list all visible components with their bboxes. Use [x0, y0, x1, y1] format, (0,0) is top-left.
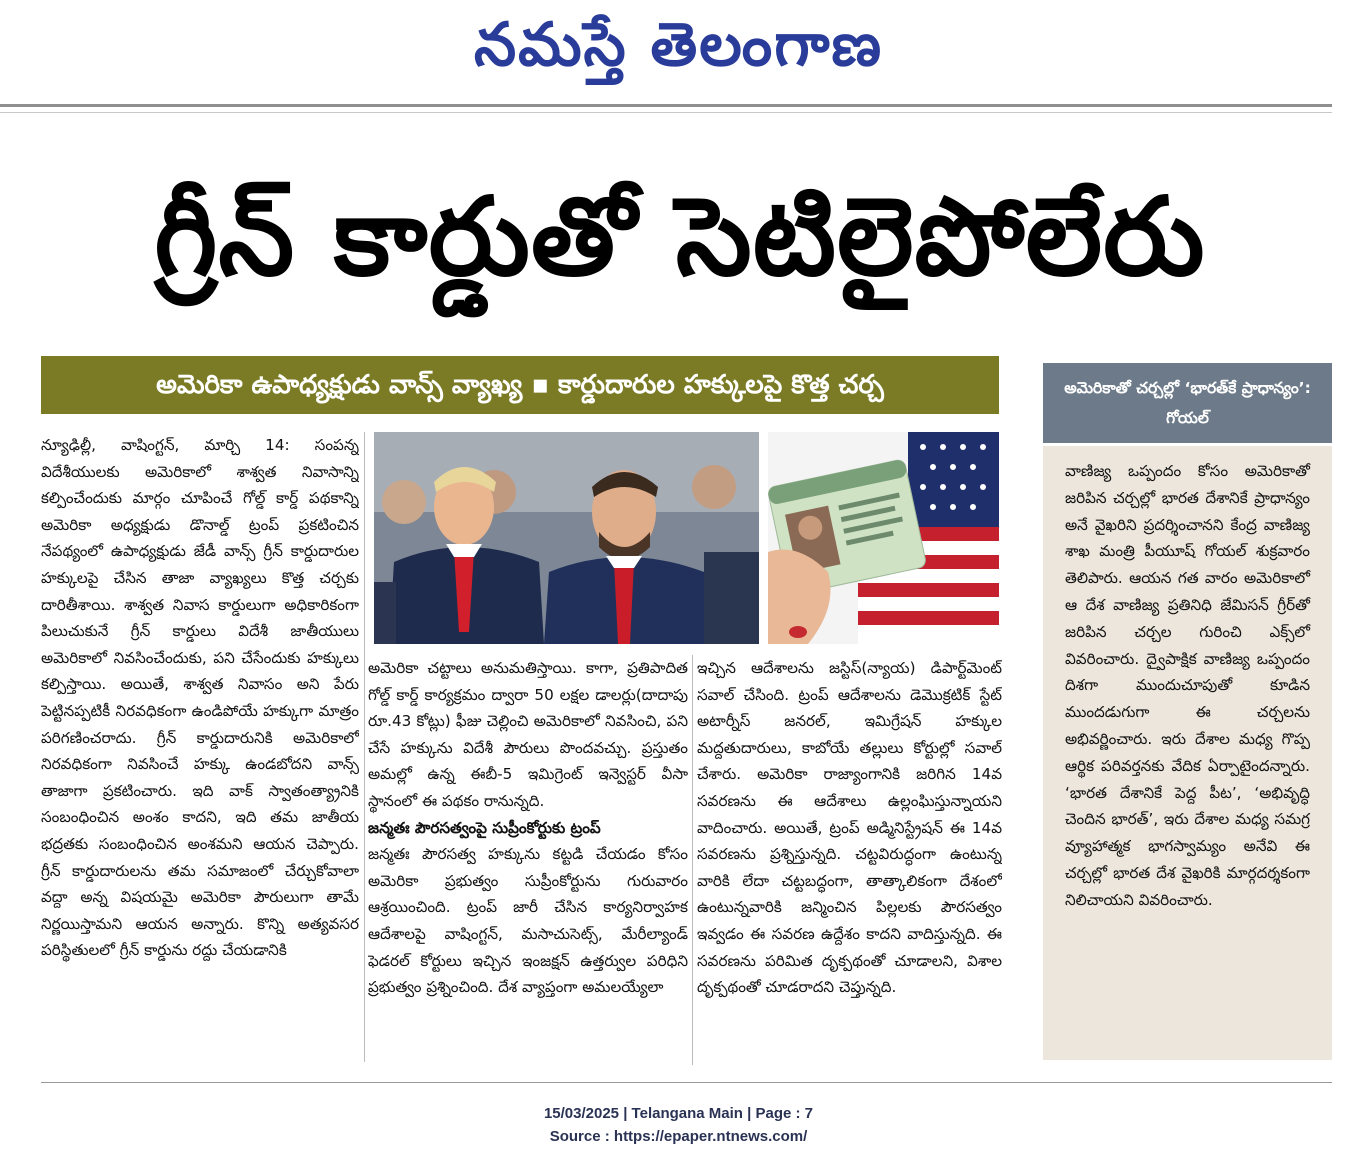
subheadline-band: అమెరికా ఉపాధ్యక్షుడు వాన్స్ వ్యాఖ్య ▪ కార్డుదారుల హక్కులపై కొత్త చర్చ: [41, 356, 999, 414]
masthead-logo: నమస్తే తెలంగాణ: [473, 10, 884, 80]
masthead-rule-thin: [0, 112, 1332, 113]
column-2-paragraph-2: జన్మతః పౌరసత్వ హక్కును కట్టడి చేయడం కోసం అమెరికా ప్రభుత్వం సుప్రీంకోర్టును గురువారం ఆశ్రయించింది. ట్రంప్ జారీ చేసిన కార్యనిర్వాహక ఆదేశాలపై వాషింగ్టన్, మసాచుసెట్స్, మేరీల్యాండ్ ఫెడరల్ కోర్టులు ఇచ్చిన ఇంజక్షన్ ఉత్తర్వుల పరిధిని ప్రభుత్వం ప్రశ్నించింది. దేశ వ్యాప్తంగా అమలయ్యేలా: [368, 845, 688, 997]
column-2-subtitle: జన్మతః పౌరసత్వంపై సుప్రీంకోర్టుకు ట్రంప్: [368, 818, 601, 837]
green-card-flag-photo: [768, 432, 999, 644]
masthead-rule: [0, 104, 1332, 107]
sidebar-body: వాణిజ్య ఒప్పందం కోసం అమెరికాతో జరిపిన చర్చల్లో భారత దేశానికే ప్రాధాన్యం అనే వైఖరిని ప్రదర్శించానని కేంద్ర వాణిజ్య శాఖ మంత్రి పీయూష్ గోయల్ శుక్రవారం తెలిపారు. ఆయన గత వారం అమెరికాలో ఆ దేశ వాణిజ్య ప్రతినిధి జేమిసన్ గ్రీర్‌తో జరిపిన చర్చల గురించి ఎక్స్‌లో వివరించారు. ద్వైపాక్షిక వాణిజ్య ఒప్పందం దిశగా ముందుచూపుతో కూడిన ముందడుగుగా ఈ చర్చలను అభివర్ణించారు. ఇరు దేశాల మధ్య గొప్ప ఆర్థిక పరివర్తనకు వేదిక ఏర్పాటైందన్నారు. ‘భారత దేశానికే పెద్ద పీట’, ‘అభివృద్ధి చెందిన భారత్’, ఇరు దేశాల మధ్య సమగ్ర వ్యూహాత్మక భాగస్వామ్యం అనేవి ఈ చర్చల్లో భారత దేశ వైఖరికి మార్గదర్శకంగా నిలిచాయని వివరించారు.: [1043, 446, 1332, 1060]
politicians-photo: [374, 432, 759, 644]
politicians-photo-graphic: [374, 432, 759, 644]
column-divider: [364, 432, 365, 1062]
footer-source-line: Source : https://epaper.ntnews.com/: [549, 1128, 808, 1145]
green-card-flag-graphic: [768, 432, 999, 644]
column-divider: [692, 655, 693, 1065]
headline: గ్రీన్ కార్డుతో సెటిలైపోలేరు: [154, 175, 1206, 300]
article-column-1: న్యూఢిల్లీ, వాషింగ్టన్, మార్చి 14: సంపన్న విదేశీయులకు అమెరికాలో శాశ్వత నివాసాన్ని కల్పించేందుకు మార్గం చూపించే గోల్డ్ కార్డ్ పథకాన్ని అమెరికా అధ్యక్షుడు డొనాల్డ్ ట్రంప్ ప్రకటించిన నేపథ్యంలో ఉపాధ్యక్షుడు జేడీ వాన్స్ గ్రీన్ కార్డుదారుల హక్కులపై చేసిన తాజా వ్యాఖ్యలు కొత్త చర్చకు దారితీశాయి. శాశ్వత నివాస కార్డులుగా అధికారికంగా పిలుచుకునే గ్రీన్ కార్డులు విదేశీ జాతీయులు అమెరికాలో నివసించేందుకు, పని చేసేందుకు హక్కులు కల్పిస్తాయి. అయితే, శాశ్వత నివాసం అని పేరు పెట్టినప్పటికీ నిరవధికంగా ఉండిపోయే హక్కుగా మాత్రం పరిగణించరాదు. గ్రీన్ కార్డుదారునికి అమెరికాలో నిరవధికంగా నివసించే హక్కు ఉండబోదని వాన్స్ తాజాగా ప్రకటించారు. ఇది వాక్ స్వాతంత్య్రానికి సంబంధించిన అంశం కాదని, ఇది తమ జాతీయ భద్రతకు సంబంధించిన అంశమని ఆయన చెప్పారు. గ్రీన్ కార్డుదారులను తమ సమాజంలో చేర్చుకోవాలా వద్దా అన్న విషయమై అమెరికా పౌరులుగా తామే నిర్ణయిస్తామని ఆయన అన్నారు. కొన్ని అత్యవసర పరిస్థితులలో గ్రీన్ కార్డును రద్దు చేయడానికి: [41, 436, 359, 960]
footer-date-line: 15/03/2025 | Telangana Main | Page : 7: [543, 1105, 814, 1122]
masthead: [0, 0, 1357, 100]
article-column-2: [368, 655, 688, 1065]
sidebar-title: అమెరికాతో చర్చల్లో ‘భారత్‌కే ప్రాధాన్యం’: గోయల్: [1043, 363, 1332, 443]
footer-rule: [41, 1082, 1332, 1083]
article-column-3: ఇచ్చిన ఆదేశాలను జస్టిస్(న్యాయ) డిపార్ట్‌మెంట్ సవాల్ చేసింది. ట్రంప్ ఆదేశాలను డెమొక్రటిక్ స్టేట్ అటార్నీస్ జనరల్, ఇమిగ్రేషన్ హక్కుల మద్దతుదారులు, కాబోయే తల్లులు కోర్టుల్లో సవాల్ చేశారు. అమెరికా రాజ్యాంగానికి జరిగిన 14వ సవరణను ఈ ఆదేశాలు ఉల్లంఘిస్తున్నాయని వాదించారు. అయితే, ట్రంప్ అడ్మినిస్ట్రేషన్ ఈ 14వ సవరణను ప్రశ్నిస్తున్నది. చట్టవిరుద్ధంగా ఉంటున్న వారికి లేదా చట్టబద్ధంగా, తాత్కాలికంగా దేశంలో ఉంటున్నవారికి జన్మించిన పిల్లలకు పౌరసత్వం ఇవ్వడం ఈ సవరణ ఉద్దేశం కాదని వాదిస్తున్నది. ఈ సవరణను పరిమిత దృక్పథంతో చూడాలని, విశాల దృక్పథంతో చూడరాదని చెప్తున్నది.: [697, 659, 1002, 997]
column-2-paragraph-1: అమెరికా చట్టాలు అనుమతిస్తాయి. కాగా, ప్రతిపాదిత గోల్డ్ కార్డ్ కార్యక్రమం ద్వారా 50 లక్షల డాలర్లు(దాదాపు రూ.43 కోట్లు) ఫీజు చెల్లించి అమెరికాలో నివసించి, పని చేసే హక్కును విదేశీ పౌరులు పొందవచ్చు. ప్రస్తుతం అమల్లో ఉన్న ఈబీ-5 ఇమిగ్రెంట్ ఇన్వెస్టర్ వీసా స్థానంలో ఈ పథకం రానున్నది.: [368, 659, 688, 810]
